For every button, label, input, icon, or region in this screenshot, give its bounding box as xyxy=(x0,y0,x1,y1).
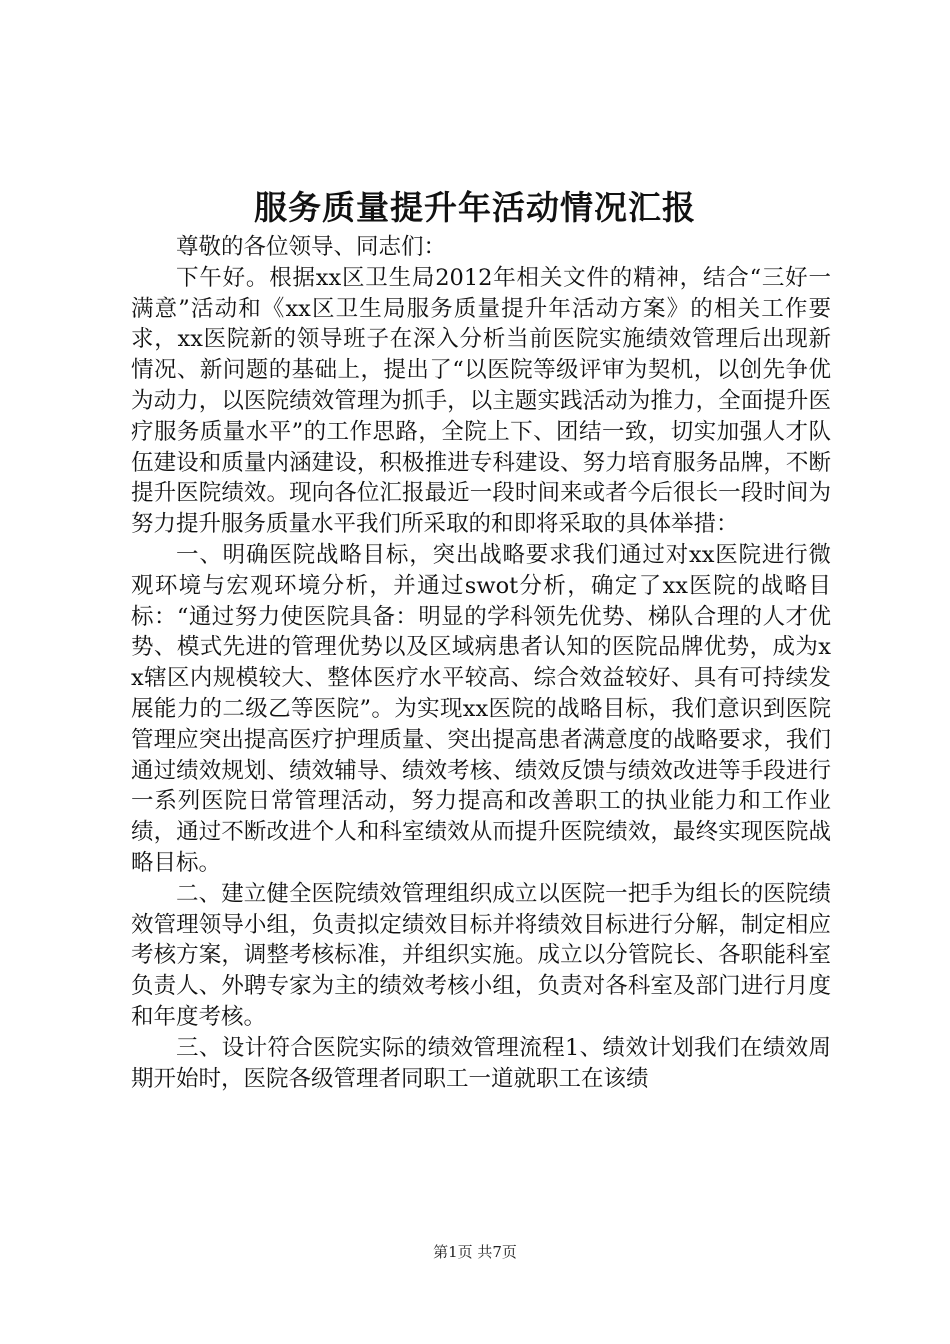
section-three-paragraph: 三、设计符合医院实际的绩效管理流程1、绩效计划我们在绩效周期开始时，医院各级管理者同职工一道就职工在该绩 xyxy=(131,1034,831,1092)
section-two-paragraph: 二、建立健全医院绩效管理组织成立以医院一把手为组长的医院绩效管理领导小组，负责拟定绩效目标并将绩效目标进行分解，制定相应考核方案，调整考核标准，并组织实施。成立以分管院长、各职能科室负责人、外聘专家为主的绩效考核小组，负责对各科室及部门进行月度和年度考核。 xyxy=(131,880,831,1030)
document-body xyxy=(131,232,831,1094)
section-one-paragraph: 一、明确医院战略目标，突出战略要求我们通过对xx医院进行微观环境与宏观环境分析，并通过swot分析，确定了xx医院的战略目标：“通过努力使医院具备：明显的学科领先优势、梯队合理的人才优势、模式先进的管理优势以及区域病患者认知的医院品牌优势，成为xx辖区内规模较大、整体医疗水平较高、综合效益较好、具有可持续发展能力的二级乙等医院”。为实现xx医院的战略目标，我们意识到医院管理应突出提高医疗护理质量、突出提高患者满意度的战略要求，我们通过绩效规划、绩效辅导、绩效考核、绩效反馈与绩效改进等手段进行一系列医院日常管理活动，努力提高和改善职工的执业能力和工作业绩，通过不断改进个人和科室绩效从而提升医院绩效，最终实现医院战略目标。 xyxy=(131,541,831,876)
greeting-paragraph: 尊敬的各位领导、同志们： xyxy=(176,234,447,260)
page-number-footer: 第1页 共7页 xyxy=(433,1243,517,1261)
intro-paragraph: 下午好。根据xx区卫生局2012年相关文件的精神，结合“三好一满意”活动和《xx区卫生局服务质量提升年活动方案》的相关工作要求，xx医院新的领导班子在深入分析当前医院实施绩效管理后出现新情况、新问题的基础上，提出了“以医院等级评审为契机，以创先争优为动力，以医院绩效管理为抓手，以主题实践活动为推力，全面提升医疗服务质量水平”的工作思路，全院上下、团结一致，切实加强人才队伍建设和质量内涵建设，积极推进专科建设、努力培育服务品牌，不断提升医院绩效。现向各位汇报最近一段时间来或者今后很长一段时间为努力提升服务质量水平我们所采取的和即将采取的具体举措： xyxy=(131,264,831,538)
document-title: 服务质量提升年活动情况汇报 xyxy=(254,188,696,227)
